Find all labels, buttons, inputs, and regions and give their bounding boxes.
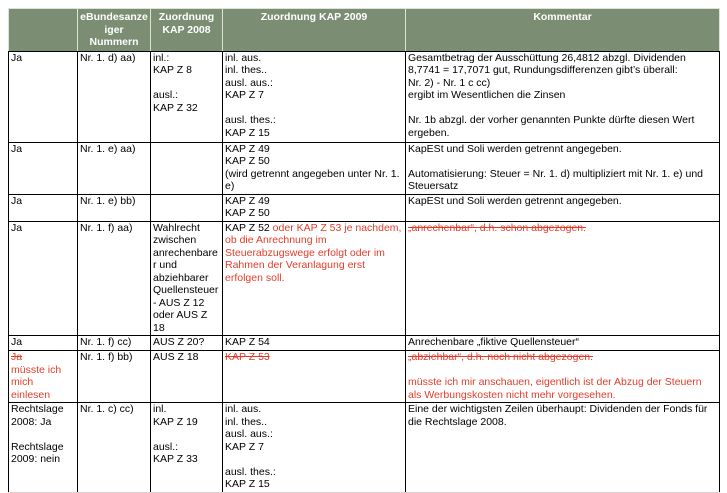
table-cell <box>9 51 78 142</box>
text-segment: AUS Z 20? <box>153 336 205 348</box>
text-segment: „abziehbar“, d.h. noch nicht abgezogen. <box>408 351 594 363</box>
text-segment: Ja <box>11 351 23 363</box>
table-cell <box>223 51 406 142</box>
text-segment: KAP Z 54 <box>225 336 270 348</box>
table-row <box>9 221 720 336</box>
text-segment: Ja <box>11 51 23 64</box>
text-segment: inl.: KAP Z 8 ausl.: KAP Z 32 <box>153 51 198 114</box>
table-cell <box>151 403 223 493</box>
text-segment: müsste ich mich einlesen <box>11 363 62 401</box>
table-cell <box>223 403 406 493</box>
table-cell <box>78 221 151 336</box>
text-segment: Ja <box>11 194 23 207</box>
text-segment: KAP Z 52 <box>225 221 273 234</box>
table-row <box>9 142 720 194</box>
text-segment: Eine der wichtigsten Zeilen überhaupt: Dividenden der Fonds für die Rechtslage 2008. <box>408 403 708 428</box>
text-segment: Nr. 1. d) aa) <box>80 51 136 64</box>
table-cell <box>151 336 223 351</box>
table-cell <box>151 351 223 403</box>
table-cell <box>78 403 151 493</box>
table-cell <box>406 221 720 336</box>
column-header-kommentar: Kommentar <box>406 9 720 52</box>
text-segment: KapESt und Soli werden getrennt angegeben. Automatisierung: Steuer = Nr. 1. d) multipliziert mit Nr. 1. e) und Steuersatz <box>408 142 703 192</box>
table-row <box>9 351 720 403</box>
table-cell <box>406 142 720 194</box>
table-cell <box>406 51 720 142</box>
text-segment: Gesamtbetrag der Ausschüttung 26,4812 abzgl. Dividenden 8,7741 = 17,7071 gut, Rundungsdifferenzen gibt’s überall: Nr. 2) - Nr. 1 c cc) ergibt im Wesentlichen die Zinsen Nr. 1b abzgl. der vorher genannten Punkte dürfte diesen Wert ergeben. <box>408 51 695 139</box>
table-cell <box>223 142 406 194</box>
table-row <box>9 403 720 493</box>
text-segment: KAP Z 49 KAP Z 50 (wird getrennt angegeben unter Nr. 1. e) <box>225 142 400 192</box>
table-cell <box>78 336 151 351</box>
table-cell <box>223 221 406 336</box>
table-body <box>9 51 720 492</box>
text-segment: Nr. 1. f) cc) <box>80 336 132 348</box>
table-cell <box>406 403 720 493</box>
table-cell <box>78 51 151 142</box>
table-row <box>9 51 720 142</box>
table-cell <box>151 142 223 194</box>
text-segment: Nr. 1. f) aa) <box>80 221 133 234</box>
table-cell <box>78 142 151 194</box>
column-header-zuordnung-kap-2008: Zuordnung KAP 2008 <box>151 9 223 52</box>
text-segment: Nr. 1. e) bb) <box>80 194 136 207</box>
table-cell <box>406 351 720 403</box>
table-cell <box>223 336 406 351</box>
text-segment: Wahlrecht zwischen anrechenbarer und abziehbarer Quellensteuer - AUS Z 12 oder AUS Z 18 <box>153 221 219 334</box>
table-cell <box>406 194 720 221</box>
table-cell <box>406 336 720 351</box>
text-segment: KAP Z 49 KAP Z 50 <box>225 194 270 219</box>
table-row <box>9 194 720 221</box>
mapping-table <box>8 8 720 493</box>
column-header-empty <box>9 9 78 52</box>
text-segment: inl. aus. inl. thes.. ausl. aus.: KAP Z 7 ausl. thes.: KAP Z 15 <box>225 51 276 139</box>
table-cell <box>223 194 406 221</box>
table-cell <box>9 403 78 493</box>
text-segment: „anrechenbar“, d.h. schon abgezogen. <box>408 221 587 234</box>
column-header-ebundesanzeiger-nummern: eBundesanzeiger Nummern <box>78 9 151 52</box>
text-segment: Ja <box>11 336 23 348</box>
table-cell <box>78 194 151 221</box>
document-page <box>0 8 727 490</box>
text-segment: inl. aus. inl. thes.. ausl. aus.: KAP Z 7 ausl. thes.: KAP Z 15 <box>225 403 276 490</box>
text-segment: Anrechenbare „fiktive Quellensteuer“ <box>408 336 580 348</box>
text-segment: Nr. 1. f) bb) <box>80 351 133 363</box>
table-cell <box>9 194 78 221</box>
text-segment: oder KAP Z 53 je nachdem, ob die Anrechnung im Steuerabzugswege erfolgt oder im Rahmen der Veranlagung erst erfolgen soll. <box>225 221 402 284</box>
table-cell <box>9 351 78 403</box>
text-segment: Ja <box>11 221 23 234</box>
text-segment: Nr. 1. c) cc) <box>80 403 134 415</box>
table-row <box>9 336 720 351</box>
text-segment: KAP Z 53 <box>225 351 270 363</box>
text-segment: inl. KAP Z 19 ausl.: KAP Z 33 <box>153 403 198 465</box>
table-header-row <box>9 9 720 52</box>
table-cell <box>151 194 223 221</box>
table-cell <box>151 51 223 142</box>
table-cell <box>9 142 78 194</box>
table-cell <box>78 351 151 403</box>
text-segment: müsste ich mir anschauen, eigentlich ist der Abzug der Steuern als Werbungskosten nicht mehr vorgesehen. <box>408 376 702 401</box>
text-segment: Ja <box>11 142 23 155</box>
table-cell <box>151 221 223 336</box>
text-segment: AUS Z 18 <box>153 351 199 363</box>
table-cell <box>9 336 78 351</box>
text-segment: KapESt und Soli werden getrennt angegeben. <box>408 194 622 207</box>
text-segment: Rechtslage 2008: Ja Rechtslage 2009: nein <box>11 403 64 465</box>
text-segment: Nr. 1. e) aa) <box>80 142 136 155</box>
table-cell <box>223 351 406 403</box>
column-header-zuordnung-kap-2009: Zuordnung KAP 2009 <box>223 9 406 52</box>
table-cell <box>9 221 78 336</box>
